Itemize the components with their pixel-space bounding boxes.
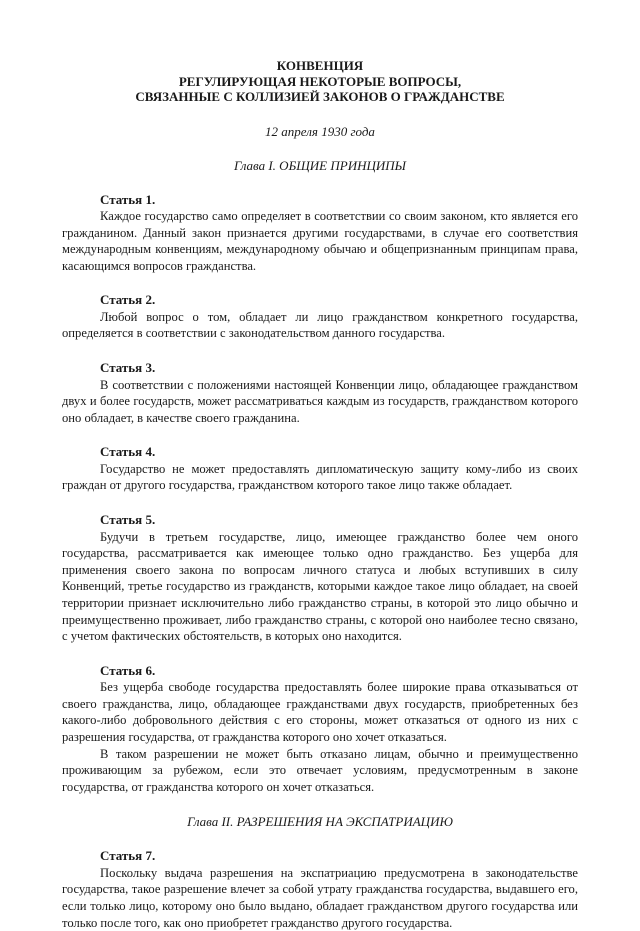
article-6	[62, 663, 578, 796]
article-4	[62, 444, 578, 494]
article-paragraph: Любой вопрос о том, обладает ли лицо гражданством конкретного государства, определяется в соответствии с законодательством данного государства.	[62, 309, 578, 341]
title-line-2: РЕГУЛИРУЮЩАЯ НЕКОТОРЫЕ ВОПРОСЫ,	[178, 73, 462, 89]
document-date: 12 апреля 1930 года	[265, 123, 375, 139]
article-paragraph: Каждое государство само определяет в соответствии со своим законом, кто является его гражданином. Данный закон признается другими государствами, в случае его соответствия международным конвенциям, международному обычаю и общепризнанным принципам права, касающимся вопросов гражданства.	[62, 209, 578, 273]
article-2	[62, 292, 578, 342]
title-line-1: КОНВЕНЦИЯ	[276, 58, 364, 73]
article-1	[62, 192, 578, 275]
article-paragraph: Государство не может предоставлять дипломатическую защиту кому-либо из своих граждан от другого государства, гражданством которого такое лицо также обладает.	[62, 461, 578, 493]
article-paragraph: В соответствии с положениями настоящей Конвенции лицо, обладающее гражданством двух и более государств, может рассматриваться каждым из государств, гражданством которого оно обладает, в качестве своего гражданина.	[62, 377, 578, 425]
document-title	[62, 58, 578, 105]
article-title: Статья 3.	[100, 360, 156, 376]
article-paragraph: В таком разрешении не может быть отказано лицам, обычно и преимущественно проживающим за рубежом, если это отвечает условиям, предусмотренным в законе государства, от гражданства которого он хочет отказаться.	[62, 746, 578, 794]
article-paragraph: Поскольку выдача разрешения на экспатриацию предусмотрена в законодательстве государства, такое разрешение влечет за собой утрату гражданства государства, выдавшего его, если только лицо, которому оно было выдано, обладает гражданством другого государства или только после того, как оно приобретет гражданство другого государства.	[62, 865, 578, 930]
chapter-2-heading: Глава II. РАЗРЕШЕНИЯ НА ЭКСПАТРИАЦИЮ	[187, 814, 453, 830]
chapter-1-heading: Глава I. ОБЩИЕ ПРИНЦИПЫ	[234, 157, 406, 173]
article-paragraph: Будучи в третьем государстве, лицо, имеющее гражданство более чем оного государства, рассматривается как имеющее только одно гражданство. Без ущерба для применения своего закона по вопросам личного статуса и любых вступивших в силу Конвенций, третье государство из гражданств, которыми каждое такое лицо обладает, на своей территории признает исключительно либо гражданство страны, в которой это лицо обычно и преимущественно проживает, либо гражданство страны, с которой оно наиболее тесно связано, с учетом фактических обстоятельств, в которых оно находится.	[62, 529, 578, 644]
article-title: Статья 5.	[100, 512, 156, 528]
article-3	[62, 360, 578, 426]
article-title: Статья 7.	[100, 848, 156, 864]
title-line-3: СВЯЗАННЫЕ С КОЛЛИЗИЕЙ ЗАКОНОВ О ГРАЖДАНСТВЕ	[135, 89, 505, 104]
article-title: Статья 6.	[100, 662, 156, 678]
article-5	[62, 512, 578, 645]
article-title: Статья 2.	[100, 292, 156, 308]
article-title: Статья 4.	[100, 444, 156, 460]
article-7	[62, 848, 578, 931]
article-paragraph: Без ущерба свободе государства предоставлять более широкие права отказываться от своего гражданства, лицо, обладающее гражданствами двух государств, приобретенных без какого-либо добровольного действия с его стороны, может отказаться от одного из них с разрешения государства, от гражданства которого оно хочет отказаться.	[62, 680, 578, 744]
article-title: Статья 1.	[100, 191, 156, 207]
